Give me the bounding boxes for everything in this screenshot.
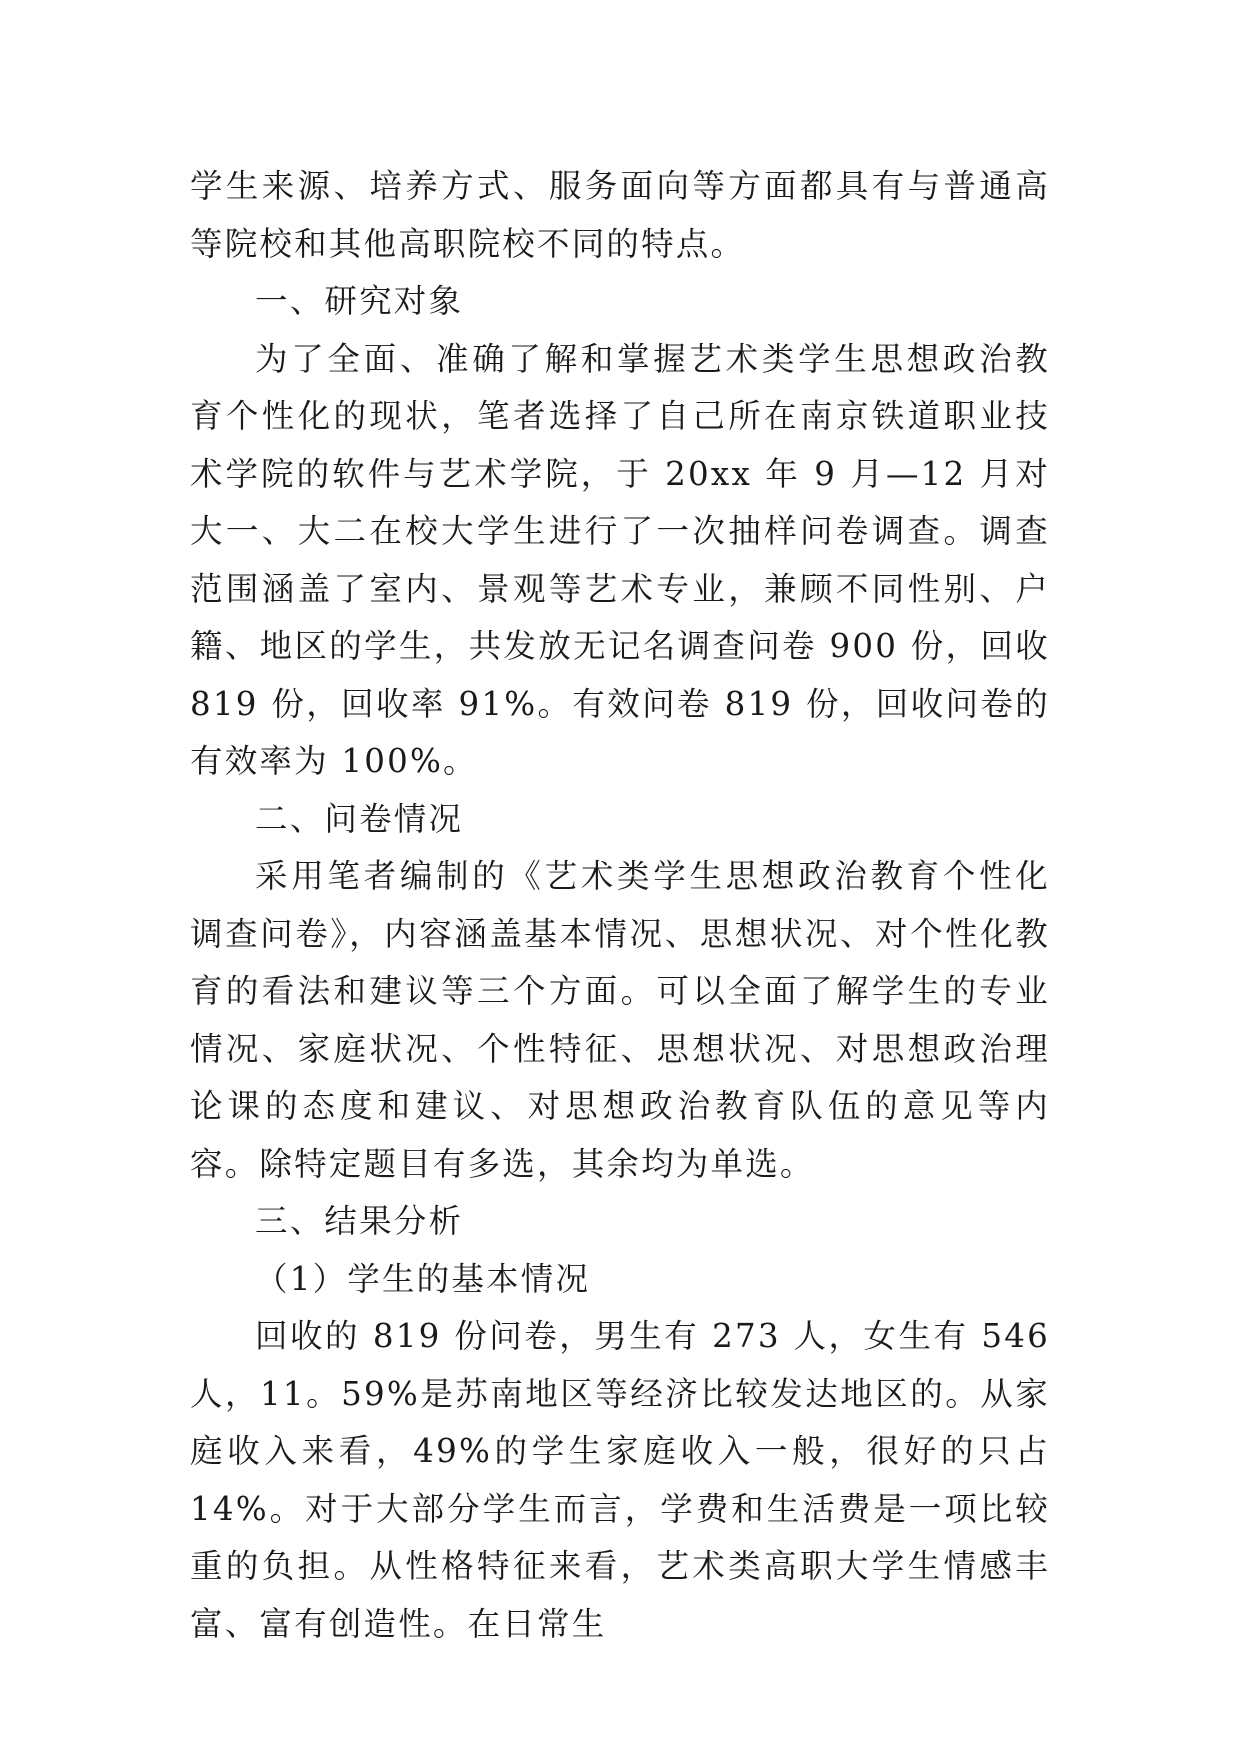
paragraph-basic-info: 回收的 819 份问卷，男生有 273 人，女生有 546 人，11。59%是苏南地区等经济比较发达地区的。从家庭收入来看，49%的学生家庭收入一般，很好的只占 14%。对于大部分学生而言，学费和生活费是一项比较重的负担。从性格特征来看，艺术类高职大学生情感丰富、富有创造性。在日常生 <box>190 1317 1050 1643</box>
paragraph-research-object: 为了全面、准确了解和掌握艺术类学生思想政治教育个性化的现状，笔者选择了自己所在南京铁道职业技术学院的软件与艺术学院，于 20xx 年 9 月—12 月对大一、大二在校大学生进行了一次抽样问卷调查。调查范围涵盖了室内、景观等艺术专业，兼顾不同性别、户籍、地区的学生，共发放无记名调查问卷 900 份，回收 819 份，回收率 91%。有效问卷 819 份，回收问卷的有效率为 100%。 <box>190 339 1050 780</box>
section-heading-research-object: 一、研究对象 <box>255 282 464 320</box>
subsection-heading-basic-info: （1）学生的基本情况 <box>255 1259 591 1298</box>
paragraph-intro-continuation: 学生来源、培养方式、服务面向等方面都具有与普通高等院校和其他高职院校不同的特点。 <box>190 167 1050 263</box>
document-body <box>190 158 1050 1653</box>
section-heading-result-analysis: 三、结果分析 <box>255 1202 464 1240</box>
section-heading-questionnaire: 二、问卷情况 <box>255 799 464 838</box>
paragraph-questionnaire: 采用笔者编制的《艺术类学生思想政治教育个性化调查问卷》，内容涵盖基本情况、思想状况、对个性化教育的看法和建议等三个方面。可以全面了解学生的专业情况、家庭状况、个性特征、思想状况、对思想政治理论课的态度和建议、对思想政治教育队伍的意见等内容。除特定题目有多选，其余均为单选。 <box>190 857 1050 1183</box>
